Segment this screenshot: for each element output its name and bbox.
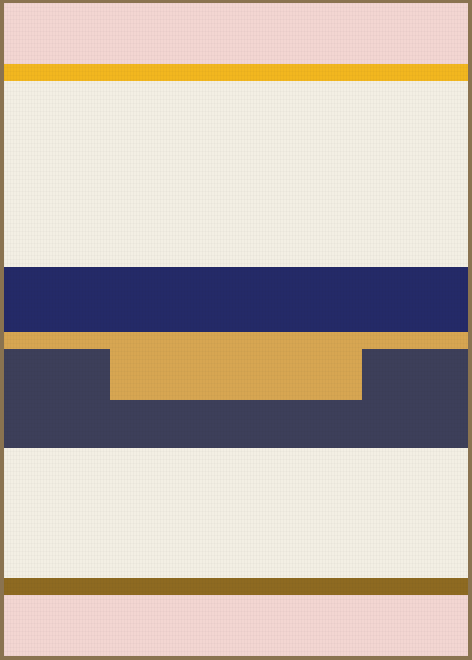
- bottom-pink-band: [4, 595, 468, 656]
- ochre-center-block: [110, 349, 362, 400]
- ochre-top-strip: [4, 332, 468, 349]
- brown-stripe: [4, 578, 468, 595]
- lower-cream-field: [4, 448, 468, 578]
- painting-canvas: [4, 3, 468, 656]
- upper-cream-field: [4, 81, 468, 267]
- top-yellow-stripe: [4, 64, 468, 81]
- navy-band: [4, 267, 468, 332]
- top-pink-band: [4, 3, 468, 64]
